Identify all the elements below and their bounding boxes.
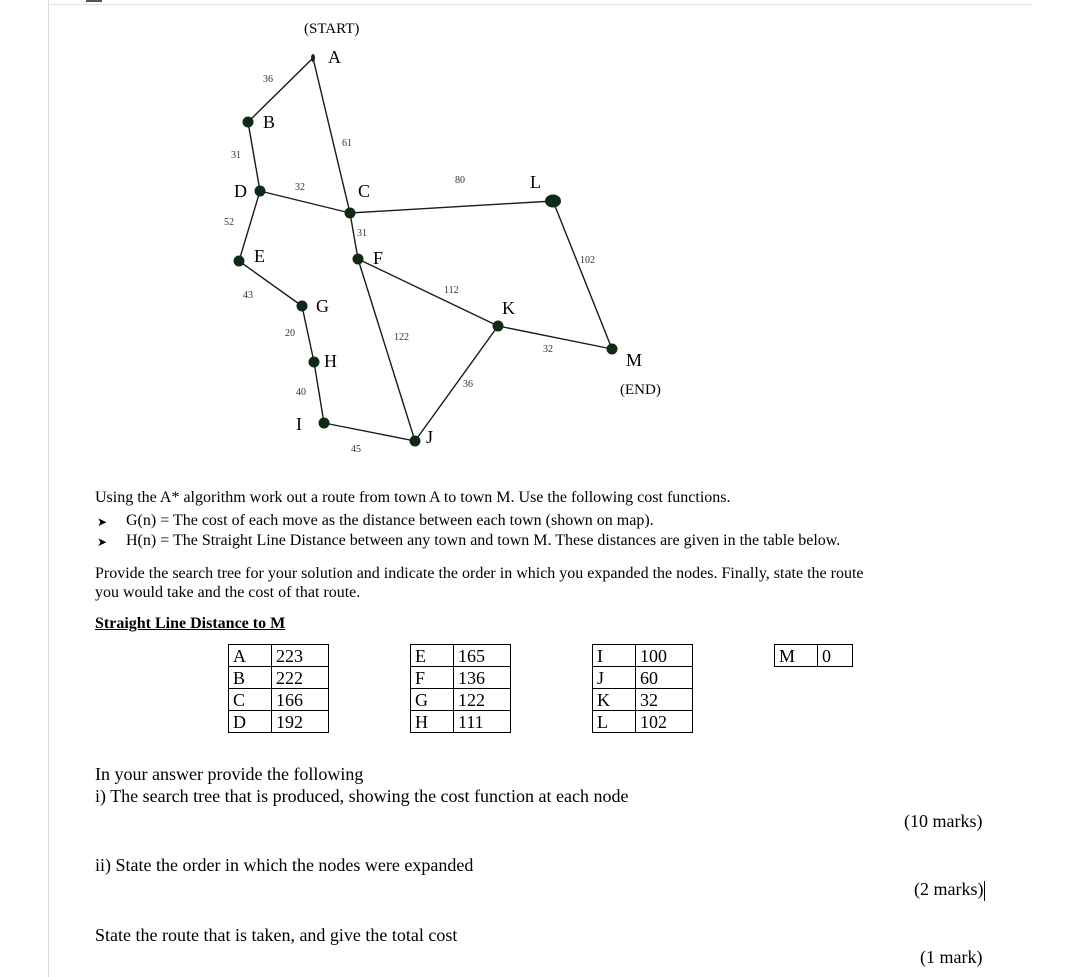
edge-cost-j-k: 36 [463,379,473,390]
sld-distance: 192 [272,711,329,733]
edge-cost-b-d: 31 [231,150,241,161]
edge-f-j [358,259,415,441]
sld-distance: 222 [272,667,329,689]
town-label-c: C [358,181,371,201]
town-node-a [311,54,315,62]
text-cursor [984,881,985,901]
edge-j-k [415,326,498,441]
start-label: (START) [304,21,360,37]
edge-cost-i-j: 45 [351,444,361,455]
sld-table-i-l [592,644,693,733]
town-label-a: A [328,47,341,67]
sld-distance: 122 [454,689,511,711]
town-node-k [493,321,504,332]
instructions-line-2: you would take and the cost of that route. [95,584,361,601]
town-label-f: F [373,248,384,268]
sld-distance: 102 [636,711,693,733]
sld-town: M [775,645,818,667]
end-label: (END) [620,382,661,398]
edge-k-m [498,326,612,349]
edge-a-c [313,58,350,213]
sld-table-a-d [228,644,329,733]
question-1: i) The search tree that is produced, showing the cost function at each node [95,786,629,806]
sld-town: J [593,667,636,689]
town-label-h: H [324,351,337,371]
question-3-marks: (1 mark) [920,947,983,967]
sld-town: L [593,711,636,733]
question-2-marks-text: (2 marks) [914,879,984,899]
edge-cost-f-j: 122 [394,332,409,343]
edge-a-b [248,58,313,122]
bullet-h-function: H(n) = The Straight Line Distance between any town and town M. These distances are given in the table below. [126,532,841,549]
bullet-arrow-icon: ➤ [97,515,108,529]
sld-table-m [774,644,853,667]
sld-distance: 165 [454,645,511,667]
route-map [0,0,1080,470]
question-2: ii) State the order in which the nodes were expanded [95,855,474,875]
sld-town: K [593,689,636,711]
sld-town: C [229,689,272,711]
sld-town: H [411,711,454,733]
question-2-marks [914,879,985,901]
sld-distance: 166 [272,689,329,711]
town-label-m: M [626,350,643,370]
edge-cost-d-e: 52 [224,217,234,228]
town-node-c [345,208,356,219]
town-node-l [545,195,561,208]
sld-town: F [411,667,454,689]
edge-cost-k-m: 32 [543,344,553,355]
question-3: State the route that is taken, and give the total cost [95,925,458,945]
edge-l-m [553,201,612,349]
sld-table-e-h [410,644,511,733]
sld-distance: 136 [454,667,511,689]
edge-c-l [350,201,553,213]
edge-cost-l-m: 102 [580,255,595,266]
town-node-j [410,436,421,447]
edge-cost-d-c: 32 [295,182,305,193]
sld-town: E [411,645,454,667]
edge-cost-a-c: 61 [342,138,352,149]
town-label-g: G [316,296,329,316]
sld-distance: 111 [454,711,511,733]
answer-intro: In your answer provide the following [95,764,364,784]
sld-town: G [411,689,454,711]
sld-town: I [593,645,636,667]
bullet-g-function: G(n) = The cost of each move as the distance between each town (shown on map). [126,512,654,529]
edge-i-j [324,423,415,441]
bullet-arrow-icon: ➤ [97,535,108,549]
sld-distance: 32 [636,689,693,711]
edge-h-i [314,362,324,423]
town-node-b [243,117,254,128]
town-label-l: L [530,172,541,192]
sld-town: B [229,667,272,689]
edge-d-c [260,191,350,213]
town-label-i: I [296,414,302,434]
sld-heading: Straight Line Distance to M [95,615,286,632]
sld-distance: 0 [818,645,853,667]
intro-line: Using the A* algorithm work out a route from town A to town M. Use the following cost functions. [95,489,731,506]
edge-g-h [302,306,314,362]
edge-cost-a-b: 36 [263,74,273,85]
town-label-j: J [426,427,434,447]
edge-b-d [248,122,260,191]
sld-town: A [229,645,272,667]
town-node-d [255,186,266,197]
sld-town: D [229,711,272,733]
edge-cost-c-f: 31 [357,228,367,239]
town-node-h [309,357,320,368]
town-node-f [353,254,364,265]
town-node-e [234,256,245,267]
edge-cost-g-h: 20 [285,328,295,339]
town-label-d: D [234,181,247,201]
town-label-e: E [254,246,265,266]
sld-distance: 100 [636,645,693,667]
edge-cost-h-i: 40 [296,387,306,398]
question-1-marks: (10 marks) [904,811,983,831]
town-label-k: K [502,298,515,318]
edge-cost-f-k: 112 [444,285,459,296]
town-node-i [319,418,330,429]
edge-cost-e-g: 43 [243,290,253,301]
edge-f-k [358,259,498,326]
instructions-line-1: Provide the search tree for your solution and indicate the order in which you expanded the nodes. Finally, state the route [95,565,864,582]
town-label-b: B [263,112,276,132]
sld-distance: 223 [272,645,329,667]
edge-cost-c-l: 80 [455,175,465,186]
town-node-m [607,344,618,355]
sld-distance: 60 [636,667,693,689]
town-node-g [297,301,308,312]
